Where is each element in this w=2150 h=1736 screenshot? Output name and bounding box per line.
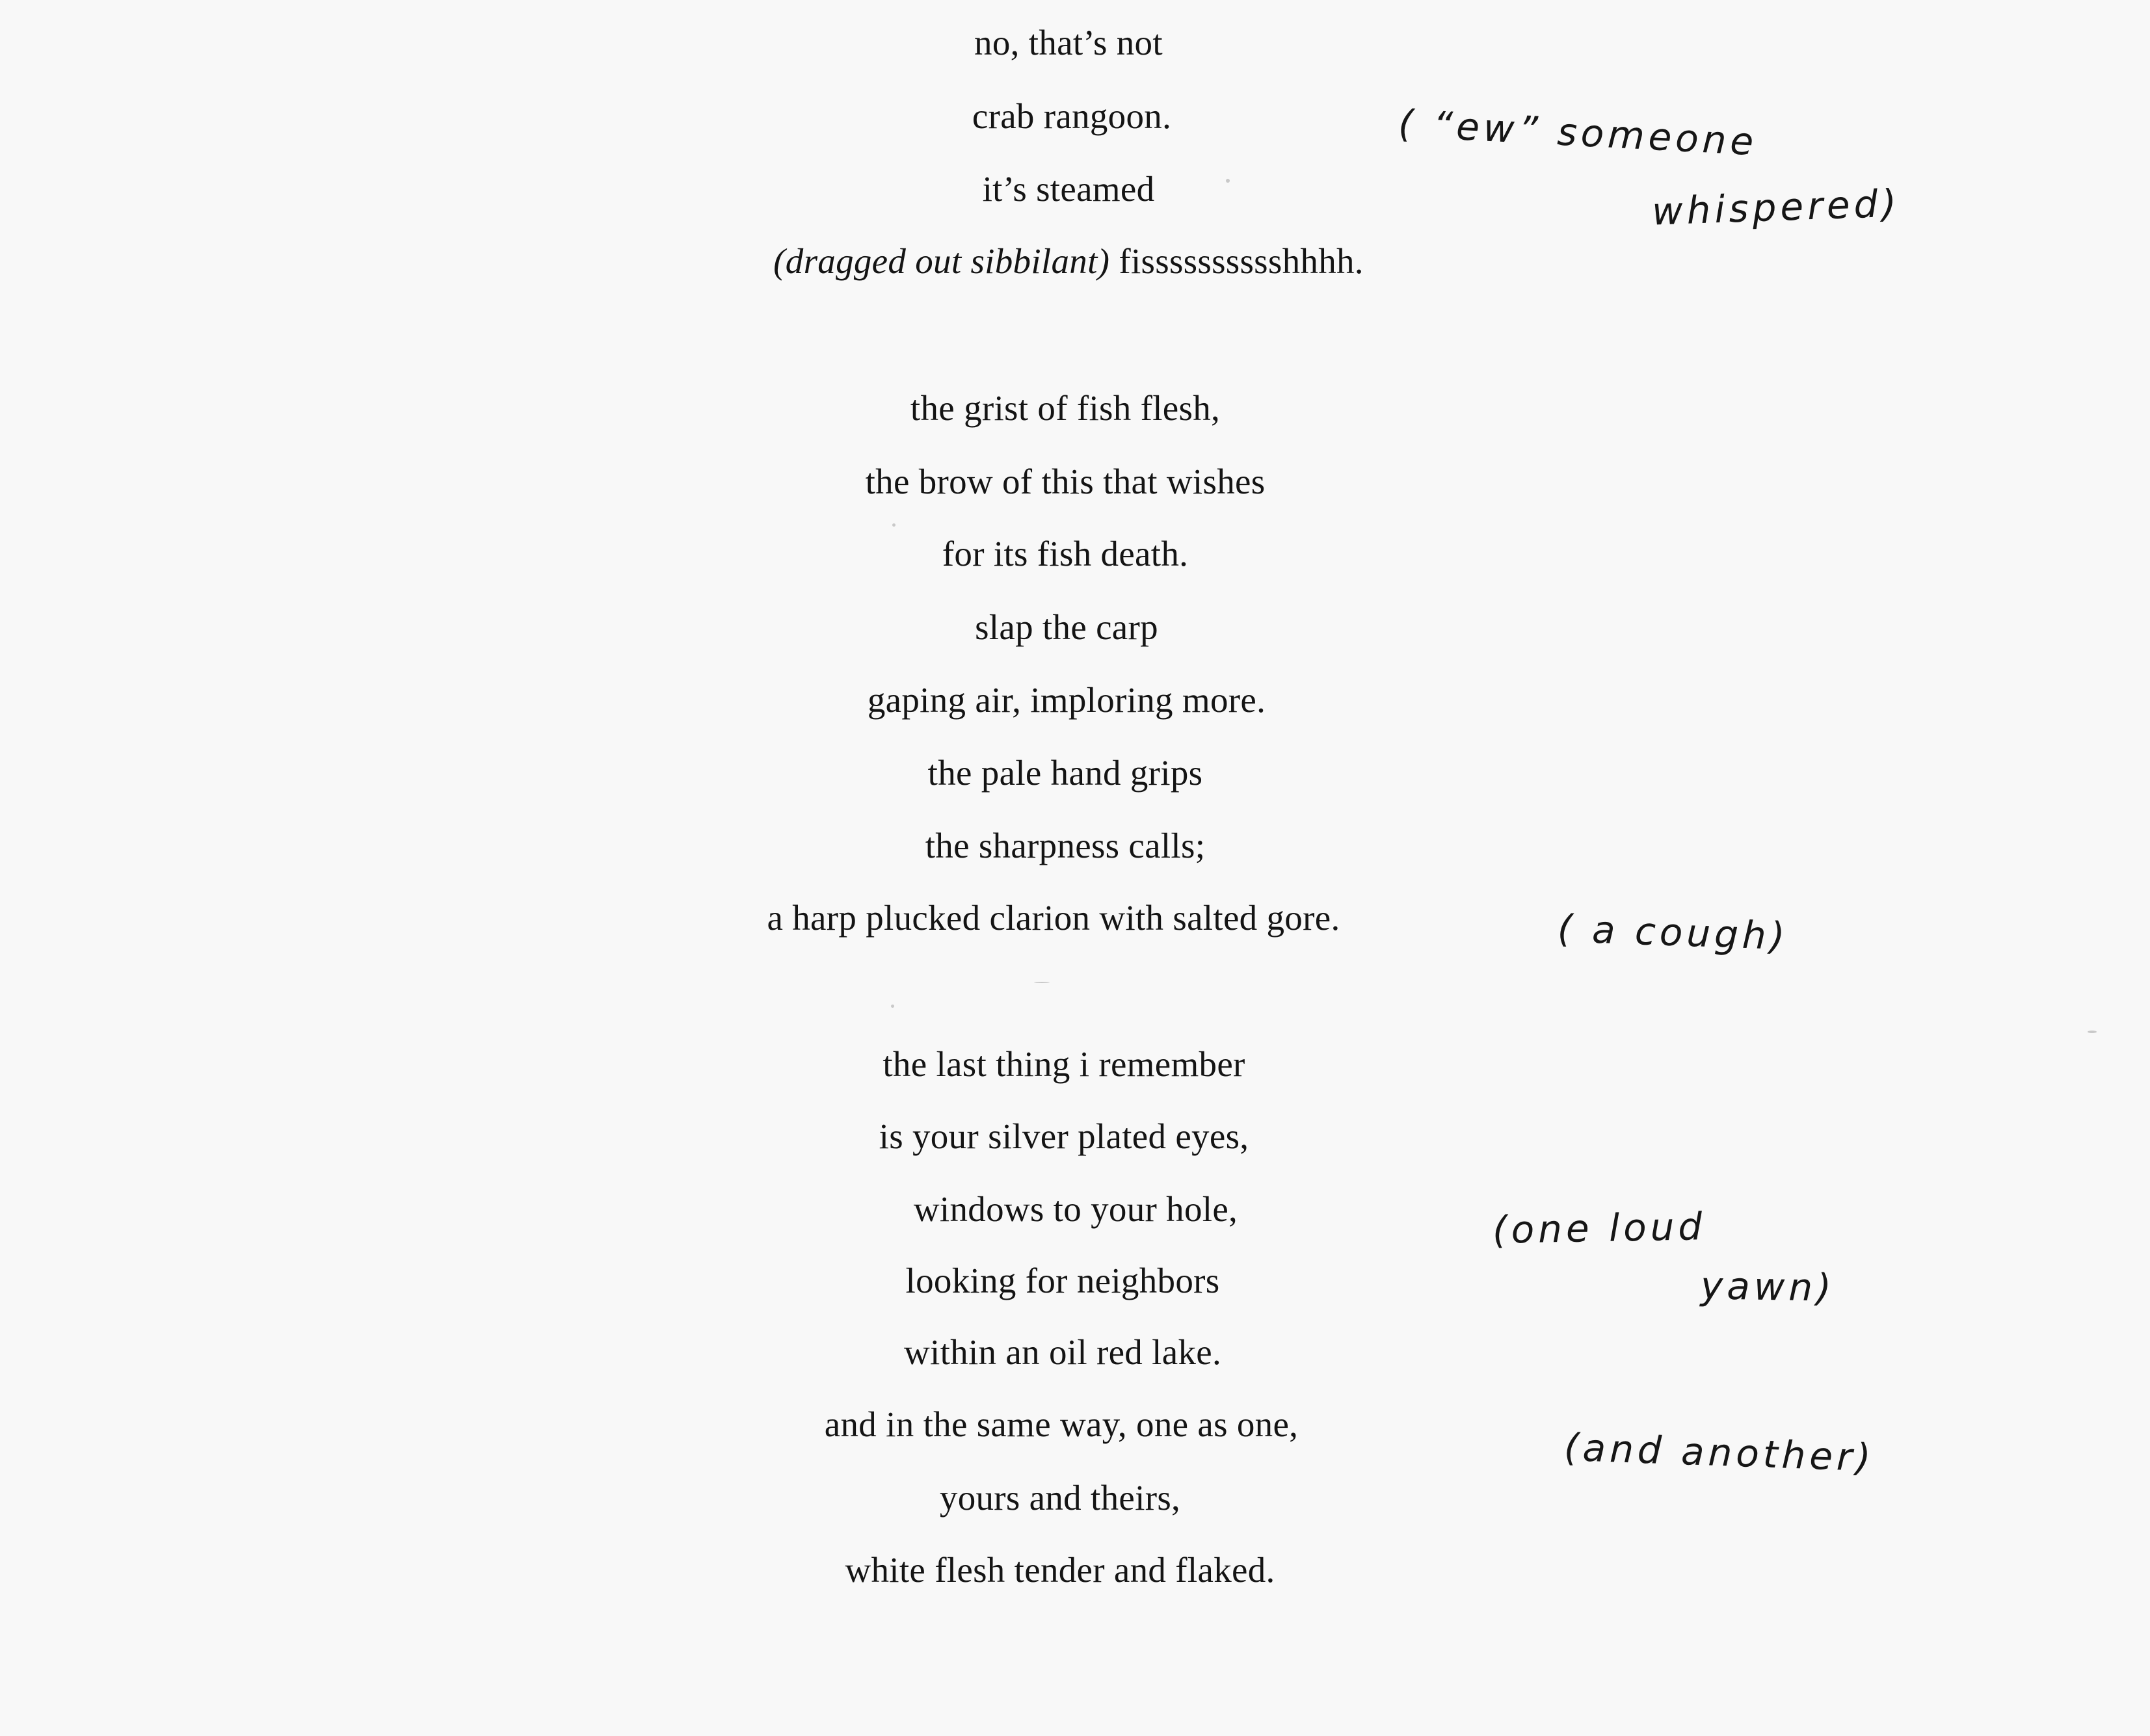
poem-line: looking for neighbors	[905, 1261, 1220, 1300]
poem-line: the pale hand grips	[927, 753, 1203, 793]
poem-line	[773, 243, 1364, 279]
stage-direction: (dragged out sibbilant)	[773, 241, 1110, 281]
poem-line: the grist of fish flesh,	[910, 388, 1221, 428]
handwritten-annotation: (and another)	[1563, 1425, 1876, 1480]
poem-line: white flesh tender and flaked.	[845, 1550, 1275, 1590]
handwritten-annotation: (one loud	[1492, 1204, 1706, 1252]
poem-line: gaping air, imploring more.	[867, 680, 1266, 720]
poem-line: slap the carp	[975, 607, 1158, 647]
scan-speck	[1034, 982, 1050, 983]
poem-line-text: fisssssssssshhhh.	[1109, 241, 1364, 281]
scan-speck	[1226, 179, 1230, 183]
poem-line: within an oil red lake.	[903, 1332, 1222, 1372]
poem-line: crab rangoon.	[972, 96, 1172, 136]
poem-line: for its fish death.	[942, 534, 1189, 573]
scan-speck	[892, 523, 896, 527]
scan-speck	[891, 1005, 894, 1008]
handwritten-annotation: whispered)	[1651, 181, 1902, 234]
handwritten-annotation: ( a cough)	[1556, 906, 1790, 959]
poem-line: windows to your hole,	[913, 1189, 1238, 1229]
scan-speck	[2088, 1031, 2097, 1033]
poem-line: a harp plucked clarion with salted gore.	[767, 898, 1340, 938]
poem-line: yours and theirs,	[939, 1478, 1181, 1518]
poem-line: no, that’s not	[974, 23, 1163, 62]
poem-line: the sharpness calls;	[925, 826, 1206, 865]
poem-line: the brow of this that wishes	[865, 462, 1266, 501]
poem-line: the last thing i remember	[883, 1044, 1245, 1084]
poem-line: is your silver plated eyes,	[879, 1116, 1249, 1156]
poem-line: and in the same way, one as one,	[824, 1404, 1299, 1444]
handwritten-annotation: yawn)	[1700, 1263, 1836, 1310]
poem-line: it’s steamed	[982, 169, 1155, 209]
handwritten-annotation: ( “ew” someone	[1397, 101, 1758, 164]
